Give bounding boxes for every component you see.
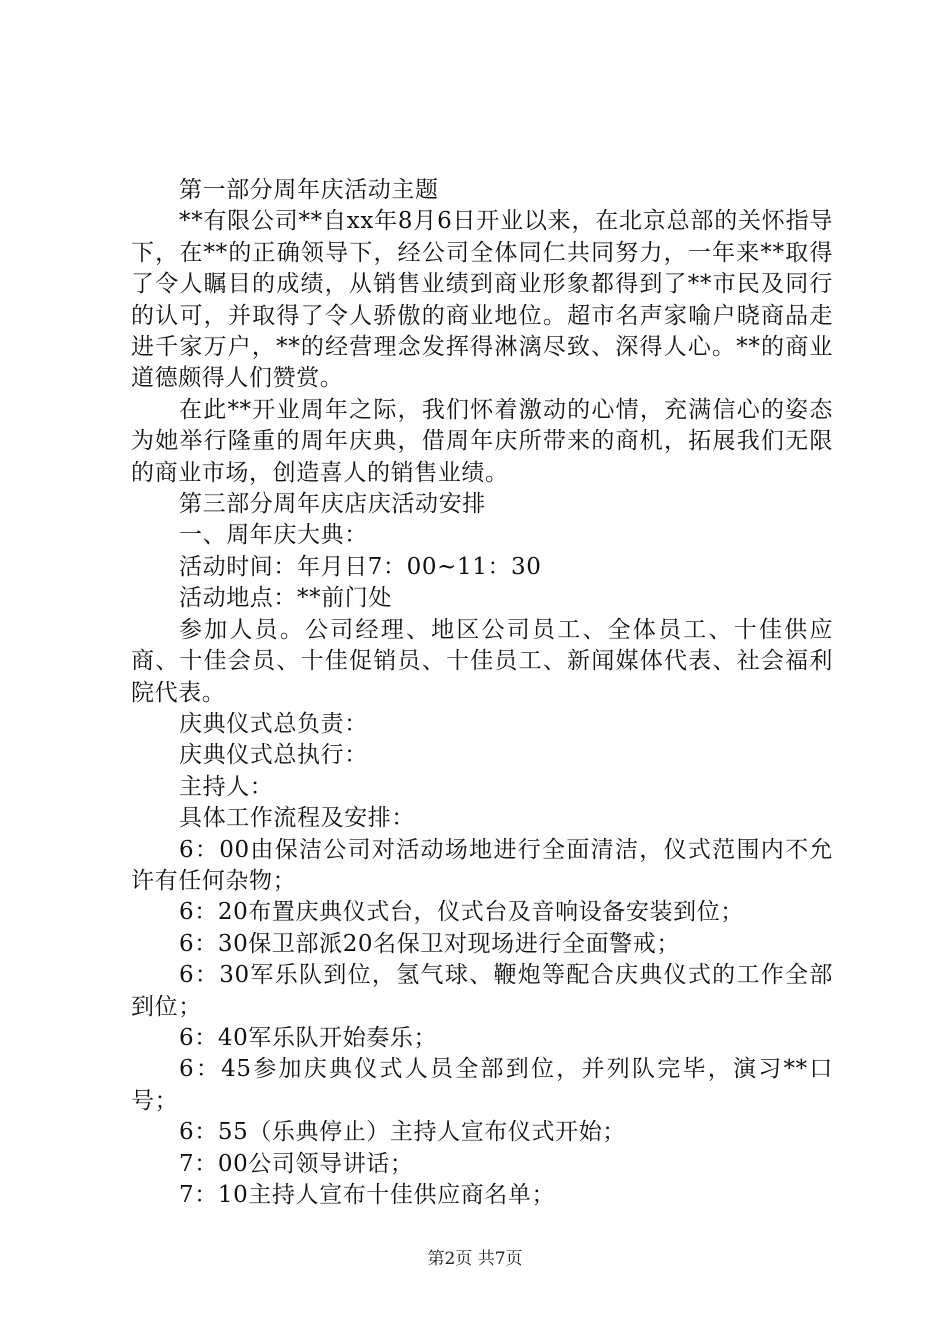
document-body	[131, 175, 833, 1211]
workflow-heading: 具体工作流程及安排：	[179, 805, 415, 832]
ceremony-executor: 庆典仪式总执行：	[179, 742, 368, 769]
page-footer: 第2页 共7页	[427, 1249, 523, 1269]
section-heading-arrangement: 第三部分周年庆店庆活动安排	[179, 491, 486, 518]
event-time: 活动时间：年月日7：00~11：30	[179, 553, 542, 580]
schedule-item: 6：30保卫部派20名保卫对现场进行全面警戒；	[179, 930, 680, 957]
ceremony-lead: 庆典仪式总负责：	[179, 710, 368, 737]
schedule-item: 6：20布置庆典仪式台，仪式台及音响设备安装到位；	[179, 899, 744, 926]
schedule-item: 7：00公司领导讲话；	[179, 1150, 414, 1177]
schedule-item: 6：40军乐队开始奏乐；	[179, 1024, 438, 1051]
paragraph-intro: **有限公司**自xx年8月6日开业以来，在北京总部的关怀指导下，在**的正确领导下，经公司全体同仁共同努力，一年来**取得了令人瞩目的成绩，从销售业绩到商业形象都得到了**市民及同行的认可，并取得了令人骄傲的商业地位。超市名声家喻户晓商品走进千家万户，**的经营理念发挥得淋漓尽致、深得人心。**的商业道德颇得人们赞赏。	[131, 208, 833, 392]
schedule-item: 6：45参加庆典仪式人员全部到位，并列队完毕，演习**口号；	[131, 1056, 833, 1114]
event-location: 活动地点：**前门处	[179, 585, 392, 612]
schedule-item: 6：55（乐典停止）主持人宣布仪式开始；	[179, 1119, 626, 1146]
subheading-ceremony: 一、周年庆大典：	[179, 522, 368, 549]
section-heading-theme: 第一部分周年庆活动主题	[179, 177, 439, 203]
event-attendees: 参加人员。公司经理、地区公司员工、全体员工、十佳供应商、十佳会员、十佳促销员、十佳员工、新闻媒体代表、社会福利院代表。	[131, 616, 833, 706]
schedule-item: 6：30军乐队到位，氢气球、鞭炮等配合庆典仪式的工作全部到位；	[131, 962, 833, 1020]
schedule-item: 6：00由保洁公司对活动场地进行全面清洁，仪式范围内不允许有任何杂物；	[131, 836, 833, 894]
paragraph-anniversary: 在此**开业周年之际，我们怀着激动的心情，充满信心的姿态为她举行隆重的周年庆典，借周年庆所带来的商机，拓展我们无限的商业市场，创造喜人的销售业绩。	[131, 396, 833, 486]
host: 主持人：	[179, 773, 274, 800]
schedule-item: 7：10主持人宣布十佳供应商名单；	[179, 1182, 556, 1208]
